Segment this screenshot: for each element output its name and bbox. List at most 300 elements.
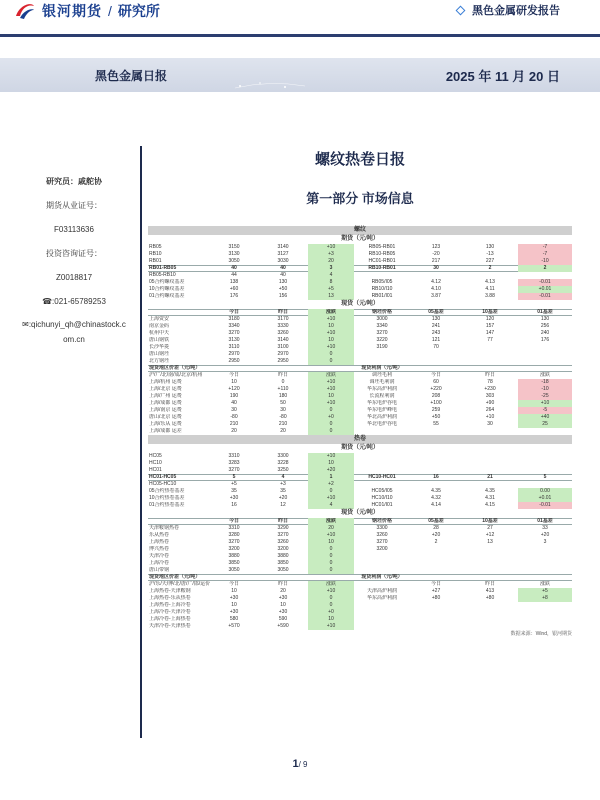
column-headers	[148, 372, 572, 379]
table-cell: 3140	[277, 244, 289, 250]
section-hrc: 热卷	[148, 435, 572, 444]
table-row	[148, 351, 572, 358]
futures-header: 期货（元/吨）	[341, 445, 379, 451]
decor-dots-icon	[230, 78, 310, 90]
table-cell: +5	[518, 588, 572, 595]
table-cell: 上海/北京 运费	[149, 386, 182, 392]
table-cell: 0.00	[518, 488, 572, 495]
table-row	[148, 400, 572, 407]
table-cell: 上海/南京 运费	[149, 407, 182, 413]
table-cell: HC05-HC10	[149, 481, 177, 487]
table-cell: 3290	[277, 525, 289, 531]
table-cell: +0	[308, 414, 354, 421]
table-cell: 今日	[430, 372, 441, 378]
table-cell: 华北电炉谷电	[366, 421, 397, 427]
table-cell: +10	[308, 316, 354, 323]
table-cell: -10	[518, 386, 572, 393]
table-cell: 130	[278, 279, 288, 285]
table-row	[148, 316, 572, 323]
table-cell: 01基差	[537, 309, 553, 315]
table-row	[148, 532, 572, 539]
table-row	[148, 272, 572, 279]
section-title: 第一部分 市场信息	[306, 191, 414, 206]
table-cell: 208	[431, 393, 441, 399]
spot-header: 现货（元/吨）	[341, 510, 379, 516]
table-cell: HC01/I01	[371, 502, 393, 508]
table-cell: +10	[308, 588, 354, 595]
table-cell: 3	[308, 265, 354, 272]
table-cell: 沪/乐/天/博/北/唐/广/邯/运价	[149, 581, 210, 587]
table-cell: 沪/广/北/南/成/北京/杭州	[149, 372, 203, 378]
table-cell: 4.15	[485, 502, 495, 508]
table-cell: HC05/I05	[371, 488, 393, 494]
table-cell: +10	[308, 532, 354, 539]
diamond-icon	[456, 5, 466, 15]
table-cell: 涨跌	[539, 372, 550, 378]
table-row	[148, 560, 572, 567]
table-cell: 180	[278, 393, 288, 399]
table-cell: 28	[433, 525, 439, 531]
table-cell: 0	[308, 567, 354, 574]
table-cell: 0	[308, 553, 354, 560]
table-cell: +30	[229, 495, 239, 501]
table-cell: 303	[485, 393, 495, 399]
report-type	[457, 2, 560, 18]
table-cell: 3228	[277, 460, 289, 466]
column-headers	[148, 581, 572, 588]
table-cell: 44	[231, 272, 237, 278]
table-cell: 3150	[228, 244, 240, 250]
brand-name: 银河期货	[42, 3, 102, 19]
table-cell: 长流程利润	[369, 393, 395, 399]
table-cell: 77	[487, 337, 493, 343]
table-cell: 现货利润（元/吨）	[361, 365, 403, 371]
table-cell: 241	[431, 323, 441, 329]
table-cell: 16	[231, 502, 237, 508]
table-cell: 13	[487, 539, 493, 545]
table-cell: +20	[431, 532, 441, 538]
table-cell: 227	[485, 258, 495, 264]
table-cell: 涨跌	[308, 581, 354, 588]
table-cell: 3220	[376, 337, 388, 343]
table-cell: 3340	[228, 323, 240, 329]
table-cell: 昨日	[484, 372, 495, 378]
table-cell: 现货利润（元/吨）	[361, 574, 403, 580]
table-row	[148, 602, 572, 609]
table-cell: 3250	[277, 467, 289, 473]
table-cell: +3	[280, 481, 286, 487]
table-cell: 涨跌	[539, 581, 550, 587]
header	[0, 0, 600, 40]
table-cell: 3127	[277, 251, 289, 257]
table-cell: 190	[229, 393, 239, 399]
researcher: 研究员：戚舵协	[46, 177, 102, 186]
table-cell: 0	[308, 421, 354, 428]
table-cell: 3850	[277, 560, 289, 566]
table-cell: 4	[281, 474, 285, 480]
table-cell: +3	[308, 251, 354, 258]
table-cell: RB10	[149, 251, 162, 257]
table-cell: +50	[278, 286, 288, 292]
table-cell: -80	[230, 414, 238, 420]
table-cell: 昨日	[277, 309, 288, 315]
table-cell: 华东高炉利润	[366, 386, 397, 392]
table-cell: 3270	[228, 467, 240, 473]
table-cell: +590	[277, 623, 289, 629]
table-cell: +220	[430, 386, 442, 392]
table-cell: 4.35	[431, 488, 441, 494]
table-cell: 华东电炉谷电	[366, 400, 397, 406]
column-headers	[148, 518, 572, 525]
table-cell: 3100	[277, 344, 289, 350]
table-row	[148, 251, 572, 258]
table-cell: 上海/乐从 运费	[149, 421, 182, 427]
table-cell: +5	[231, 481, 237, 487]
table-cell: +0.01	[518, 286, 572, 293]
table-row	[148, 474, 572, 481]
table-cell: 上海冷卷-上海热卷	[149, 616, 191, 622]
table-cell: 昨日	[277, 518, 288, 524]
table-row	[148, 502, 572, 509]
table-cell: 264	[485, 407, 495, 413]
table-cell: 21	[487, 474, 493, 480]
table-cell: 3260	[277, 330, 289, 336]
page-number	[0, 758, 600, 770]
table-row	[148, 393, 572, 400]
email[interactable]	[14, 320, 134, 344]
table-row	[148, 414, 572, 421]
table-cell: 乐从热卷	[149, 532, 170, 538]
table-row	[148, 595, 572, 602]
table-row	[148, 546, 572, 553]
table-cell: 3330	[277, 323, 289, 329]
table-cell: 3190	[376, 344, 388, 350]
table-cell: 2970	[228, 351, 240, 357]
table-cell: 4.10	[431, 286, 441, 292]
table-cell: 157	[485, 323, 495, 329]
table-cell: 1	[308, 474, 354, 481]
table-cell: 华东电炉峰电	[366, 407, 397, 413]
table-cell: 30	[280, 407, 286, 413]
table-row	[148, 623, 572, 630]
table-cell: 4	[308, 502, 354, 509]
table-cell: 12	[280, 502, 286, 508]
table-cell: HC01-RB01	[368, 258, 396, 264]
table-cell: 昨日	[277, 372, 288, 378]
table-cell: 4.35	[485, 488, 495, 494]
table-cell: 上海冷卷-天津冷卷	[149, 609, 191, 615]
table-cell: 今日	[228, 581, 239, 587]
market-table	[148, 226, 572, 637]
sidebar	[14, 176, 134, 344]
table-cell: 10	[231, 379, 237, 385]
table-cell: 0	[308, 560, 354, 567]
table-cell: HC10/I10	[371, 495, 393, 501]
table-cell: 上海热卷-上海冷卷	[149, 602, 191, 608]
table-cell: +10	[308, 379, 354, 386]
subsection-header	[148, 574, 572, 581]
table-cell: HC10	[149, 460, 162, 466]
table-cell: RB05-RB01	[368, 244, 396, 250]
table-cell: 3300	[277, 453, 289, 459]
table-cell: 唐山钢铁	[149, 337, 170, 343]
table-cell: 580	[229, 616, 239, 622]
table-cell: 3.88	[485, 293, 495, 299]
table-cell: -7	[518, 251, 572, 258]
table-cell: +120	[228, 386, 240, 392]
table-cell: 01基差	[537, 518, 553, 524]
table-cell: 3200	[277, 546, 289, 552]
table-cell: 3110	[228, 344, 240, 350]
table-cell: 钢坯价格	[371, 518, 392, 524]
table-cell: 10合约热卷基差	[149, 495, 185, 501]
table-cell: 120	[485, 316, 495, 322]
table-cell: -18	[518, 379, 572, 386]
table-cell: -20	[432, 251, 440, 257]
table-cell: 3280	[228, 532, 240, 538]
table-cell: 210	[229, 421, 239, 427]
table-cell: 4.14	[431, 502, 441, 508]
table-cell: 138	[229, 279, 239, 285]
table-cell: 上海热卷	[149, 539, 170, 545]
table-cell: 3880	[277, 553, 289, 559]
table-cell: 0	[308, 602, 354, 609]
table-cell: 2	[488, 265, 492, 271]
table-row	[148, 453, 572, 460]
table-cell: RB01-RB05	[149, 265, 177, 271]
table-row	[148, 428, 572, 435]
table-cell: +230	[484, 386, 496, 392]
brand-sub: 研究所	[117, 3, 160, 19]
table-cell: 10	[308, 539, 354, 546]
table-cell: +10	[485, 414, 495, 420]
table-cell: 8	[308, 279, 354, 286]
table-cell: -0.01	[518, 293, 572, 300]
table-cell: +10	[308, 495, 354, 502]
table-cell: 长沙华菱	[149, 344, 170, 350]
table-cell: 40	[280, 265, 286, 271]
table-cell: 4	[308, 272, 354, 279]
table-cell: 华北高炉利润	[366, 414, 397, 420]
table-cell: -7	[518, 244, 572, 251]
table-cell: RB01/I01	[371, 293, 393, 299]
table-cell: 3200	[228, 546, 240, 552]
table-cell: +80	[431, 595, 441, 601]
table-cell: +10	[308, 400, 354, 407]
table-cell: 25	[518, 421, 572, 428]
advisor-number: Z0018817	[55, 273, 93, 282]
table-cell: 40	[280, 272, 286, 278]
table-cell: 50	[280, 400, 286, 406]
table-cell: 10基差	[482, 309, 498, 315]
brand-separator: /	[108, 3, 112, 19]
table-row	[148, 344, 572, 351]
table-cell: 210	[278, 421, 288, 427]
table-cell: 30	[231, 407, 237, 413]
table-cell: 3270	[376, 330, 388, 336]
table-cell: 涨跌	[308, 309, 354, 316]
table-cell: 唐山带钢	[149, 567, 170, 573]
table-cell: HC01	[149, 467, 162, 473]
license-label: 期货从业证号：	[46, 201, 102, 210]
email-line-2: om.cn	[63, 335, 85, 344]
table-cell: 3140	[277, 337, 289, 343]
table-cell: 3270	[376, 539, 388, 545]
table-cell: 昨日	[277, 581, 288, 587]
table-cell: 华东高炉利润	[366, 595, 397, 601]
table-cell: 2950	[277, 358, 289, 364]
table-cell: +30	[229, 609, 239, 615]
table-cell: +100	[430, 400, 442, 406]
data-source: 数据来源：Wind，银河期货	[510, 631, 572, 637]
table-cell: +30	[278, 609, 288, 615]
table-row	[148, 293, 572, 300]
table-cell: 05合约热卷基差	[149, 488, 185, 494]
table-row	[148, 358, 572, 365]
table-cell: 10	[231, 602, 237, 608]
table-cell: 05基差	[428, 518, 444, 524]
table-cell: 10	[308, 460, 354, 467]
table-cell: 4.11	[485, 286, 495, 292]
table-cell: 今日	[228, 309, 239, 315]
table-cell: -80	[279, 414, 287, 420]
table-cell: 3030	[277, 258, 289, 264]
table-cell: 3310	[228, 453, 240, 459]
table-row	[148, 539, 572, 546]
table-cell: 217	[431, 258, 441, 264]
table-cell: 3300	[376, 525, 388, 531]
table-cell: 259	[431, 407, 441, 413]
page-current: 1	[292, 758, 299, 770]
table-cell: 413	[485, 588, 495, 594]
table-cell: 3270	[228, 330, 240, 336]
table-cell: 590	[278, 616, 288, 622]
table-cell: 130	[540, 316, 550, 322]
table-cell: 今日	[228, 372, 239, 378]
table-cell: 27	[487, 525, 493, 531]
table-cell: 243	[431, 330, 441, 336]
table-cell: 3130	[228, 337, 240, 343]
table-cell: 10	[308, 323, 354, 330]
table-cell: +90	[485, 400, 495, 406]
table-cell: 147	[485, 330, 495, 336]
table-cell: 40	[231, 400, 237, 406]
table-cell: 3260	[277, 539, 289, 545]
table-cell: 3310	[228, 525, 240, 531]
table-cell: 3050	[277, 567, 289, 573]
table-cell: 3.87	[431, 293, 441, 299]
table-cell: 05基差	[428, 309, 444, 315]
table-cell: 涨跌	[308, 372, 354, 379]
table-cell: 0	[308, 358, 354, 365]
table-cell: 现货地区价差（元/吨）	[149, 574, 201, 580]
table-cell: +12	[485, 532, 495, 538]
table-row	[148, 616, 572, 623]
table-cell: +40	[518, 414, 572, 421]
table-cell: 10	[280, 602, 286, 608]
subsection-header	[148, 365, 572, 372]
table-cell: +60	[229, 286, 239, 292]
table-cell: 55	[433, 421, 439, 427]
table-cell: 天津高炉利润	[366, 588, 397, 594]
table-cell: 3180	[228, 316, 240, 322]
banner-title: 黑色金属日报	[95, 69, 168, 83]
table-cell: 北方钢坯	[149, 358, 170, 364]
table-cell: 130	[485, 244, 495, 250]
table-cell: 调坯毛利润	[369, 379, 395, 385]
table-cell: 176	[229, 293, 239, 299]
spot-header: 现货（元/吨）	[341, 301, 379, 307]
table-cell: 博兴热卷	[149, 546, 170, 552]
table-cell: 唐山钢坯	[149, 351, 170, 357]
table-cell: 35	[280, 488, 286, 494]
table-cell: RB10/I10	[371, 286, 393, 292]
table-cell: +20	[540, 532, 550, 538]
vertical-divider	[140, 146, 142, 738]
table-row	[148, 323, 572, 330]
table-row	[148, 553, 572, 560]
table-row	[148, 488, 572, 495]
table-cell: 3050	[228, 258, 240, 264]
table-cell: +10	[308, 330, 354, 337]
table-cell: 0	[308, 428, 354, 435]
table-cell: RB05	[149, 244, 162, 250]
table-cell: 33	[542, 525, 548, 531]
table-cell: RB01	[149, 258, 162, 264]
table-cell: 156	[278, 293, 288, 299]
table-cell: +27	[431, 588, 441, 594]
table-row	[148, 481, 572, 488]
table-cell: 2	[518, 265, 572, 272]
table-cell: 5	[232, 474, 236, 480]
table-cell: +0	[308, 609, 354, 616]
table-cell: 上海冷卷	[149, 560, 170, 566]
license-number: F03113636	[54, 225, 94, 234]
table-cell: 今日	[430, 581, 441, 587]
table-cell: 5	[543, 474, 547, 480]
table-cell: 20	[308, 258, 354, 265]
table-cell: 30	[487, 421, 493, 427]
table-cell: 上海热卷-天津鞍钢	[149, 588, 191, 594]
table-cell: HC10-HC01	[368, 474, 396, 480]
table-cell: +5	[308, 286, 354, 293]
table-cell: -5	[518, 407, 572, 414]
table-cell: 05合约螺纹基差	[149, 279, 185, 285]
table-cell: +30	[278, 595, 288, 601]
table-cell: 256	[540, 323, 550, 329]
table-cell: +20	[308, 467, 354, 474]
table-cell: 240	[540, 330, 550, 336]
table-cell: 2970	[277, 351, 289, 357]
table-cell: 60	[433, 379, 439, 385]
table-cell: 4.12	[431, 279, 441, 285]
table-cell: 16	[433, 474, 439, 480]
table-cell: 10	[308, 393, 354, 400]
table-cell: 20	[280, 428, 286, 434]
table-cell: 3170	[277, 316, 289, 322]
table-cell: 35	[231, 488, 237, 494]
table-cell: -0.01	[518, 502, 572, 509]
table-row	[148, 407, 572, 414]
table-cell: 3340	[376, 323, 388, 329]
table-cell: 0	[308, 595, 354, 602]
table-cell: +10	[308, 244, 354, 251]
column-headers	[148, 309, 572, 316]
table-cell: 南京金码	[149, 323, 170, 329]
table-row	[148, 286, 572, 293]
table-cell: 上海/杭州 运费	[149, 379, 182, 385]
table-cell: 40	[231, 265, 237, 271]
